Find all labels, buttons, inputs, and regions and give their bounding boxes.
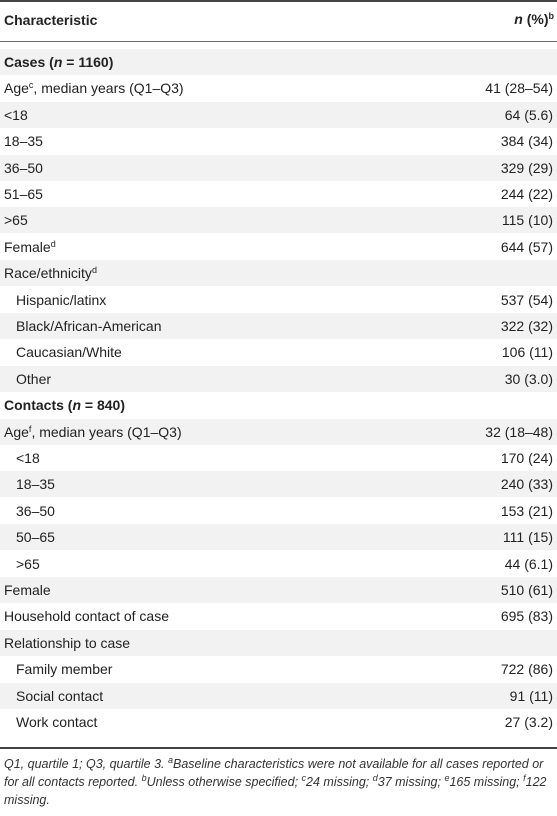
footnote-sup-c: c	[301, 773, 307, 783]
row-label-rest: = 840)	[81, 397, 125, 414]
row-label-text: 18–35	[4, 133, 43, 150]
header-pct: (%)	[522, 11, 549, 27]
row-label-text: Social contact	[16, 687, 104, 704]
row-label	[16, 555, 40, 573]
table-row	[0, 551, 557, 577]
section-header-row	[0, 392, 557, 418]
table-row	[0, 339, 557, 365]
row-label	[4, 581, 51, 599]
table-row	[0, 313, 557, 339]
table-row	[0, 155, 557, 181]
row-value: 91 (11)	[509, 687, 553, 704]
row-label-text: Race/ethnicity	[4, 265, 92, 282]
row-label-text: Cases (	[4, 54, 54, 70]
row-label-text: Hispanic/latinx	[16, 291, 107, 308]
table-row	[0, 234, 557, 260]
row-label-text: Work contact	[16, 714, 98, 730]
row-label-text: Caucasian/White	[16, 344, 122, 361]
row-label	[16, 660, 112, 678]
row-label-text: Female	[4, 238, 51, 255]
row-label-text: Other	[16, 370, 52, 387]
table-row	[0, 260, 557, 286]
table-row	[0, 128, 557, 154]
row-value: 32 (18–48)	[485, 423, 553, 440]
table-row	[0, 630, 557, 656]
row-label	[16, 713, 97, 731]
bottom-rule	[0, 747, 557, 749]
footnote-text-7: 122 missing.	[4, 775, 547, 807]
row-label-footnote-marker: d	[91, 265, 97, 276]
table-row	[0, 366, 557, 392]
row-label-text: 36–50	[4, 159, 43, 176]
footnote-text-4: 24 missing;	[306, 775, 373, 789]
footnote-text-5: 37 missing;	[377, 775, 445, 789]
table-row	[0, 181, 557, 207]
table-row	[0, 75, 557, 101]
row-label-text: <18	[16, 450, 40, 466]
row-label	[16, 291, 106, 309]
row-label-text: Family member	[16, 661, 113, 678]
header-rule	[0, 41, 557, 42]
row-value: 695 (83)	[500, 608, 553, 625]
table-row	[0, 445, 557, 471]
row-value: 115 (10)	[501, 212, 553, 229]
row-label	[4, 634, 130, 652]
table-row	[0, 471, 557, 497]
row-value: 30 (3.0)	[504, 370, 553, 387]
row-label-text: Contacts (	[4, 397, 73, 414]
row-label-rest: , median years (Q1–Q3)	[33, 80, 184, 97]
footnote-sup-d: d	[372, 773, 378, 783]
row-label	[4, 238, 56, 256]
row-value: 111 (15)	[502, 529, 553, 546]
row-value: 64 (5.6)	[504, 106, 553, 123]
header-n-percent	[514, 11, 554, 27]
row-label	[16, 370, 51, 388]
row-label-text: Black/African-American	[16, 318, 162, 334]
row-value: 44 (6.1)	[504, 555, 553, 572]
row-label	[16, 528, 55, 546]
table-row	[0, 287, 557, 313]
row-label-rest: , median years (Q1–Q3)	[31, 423, 182, 440]
row-label	[4, 106, 28, 124]
row-label-footnote-marker: f	[28, 423, 32, 434]
row-value: 322 (32)	[500, 318, 553, 334]
row-label	[4, 264, 97, 282]
row-label-footnote-marker: d	[50, 238, 56, 249]
header-pct-sup: b	[548, 11, 554, 21]
header-n: n	[514, 11, 523, 27]
row-label	[4, 79, 184, 97]
row-value: 644 (57)	[500, 238, 553, 255]
row-label	[16, 317, 162, 335]
row-label	[16, 502, 55, 520]
footnote-text-1: Q1, quartile 1; Q3, quartile 3.	[4, 757, 168, 771]
footnote-text-2: Baseline characteristics were not available for all cases reported or for all contacts reported.	[4, 757, 544, 789]
row-label	[16, 449, 40, 467]
row-value: 106 (11)	[501, 344, 553, 361]
row-label	[16, 475, 55, 493]
table-row	[0, 709, 557, 735]
footnote-text-3: Unless otherwise specified;	[146, 775, 302, 789]
row-label	[4, 53, 113, 71]
row-label-text: 36–50	[16, 502, 55, 519]
row-value: 153 (21)	[500, 502, 553, 519]
row-value: 41 (28–54)	[485, 80, 553, 97]
table-row	[0, 498, 557, 524]
footnote-text-6: 165 missing;	[449, 775, 524, 789]
table-row	[0, 683, 557, 709]
row-label-text: >65	[4, 212, 28, 229]
row-label	[16, 343, 122, 361]
table-header	[0, 0, 557, 41]
row-value: 240 (33)	[500, 476, 553, 493]
row-label	[4, 423, 182, 441]
table-row	[0, 102, 557, 128]
row-label-text: Female	[4, 582, 51, 598]
row-label	[4, 396, 125, 414]
row-label	[4, 159, 43, 177]
table-row	[0, 419, 557, 445]
row-value: 384 (34)	[500, 133, 553, 150]
row-label-text: 50–65	[16, 529, 55, 546]
row-value: 329 (29)	[500, 159, 553, 176]
row-label-text: Relationship to case	[4, 634, 131, 651]
table-row	[0, 603, 557, 629]
row-label-text: Household contact of case	[4, 608, 169, 625]
footnote-sup-e: e	[444, 773, 450, 783]
row-label	[4, 607, 169, 625]
row-label-text: >65	[16, 555, 40, 572]
row-value: 244 (22)	[500, 186, 553, 202]
table-row	[0, 656, 557, 682]
footnote-sup-a: a	[167, 755, 173, 765]
row-label	[4, 132, 43, 150]
row-label-rest: = 1160)	[62, 54, 114, 70]
table-row	[0, 207, 557, 233]
row-label	[4, 185, 43, 203]
section-header-row	[0, 49, 557, 75]
row-label-text: <18	[4, 106, 28, 123]
row-value: 722 (86)	[500, 661, 553, 678]
row-value: 510 (61)	[500, 582, 553, 598]
header-characteristic: Characteristic	[4, 12, 98, 28]
row-label-text: Age	[4, 80, 29, 97]
row-label-text: Age	[4, 423, 29, 440]
row-label	[4, 211, 28, 229]
table-row	[0, 524, 557, 550]
row-label-text: 51–65	[4, 186, 43, 202]
table-row	[0, 577, 557, 603]
table-footnote	[4, 755, 554, 809]
row-value: 537 (54)	[500, 291, 553, 308]
footnote-sup-f: f	[523, 773, 526, 783]
row-label-text: 18–35	[16, 476, 55, 493]
row-label-italic: n	[53, 54, 63, 70]
row-label-footnote-marker: c	[28, 80, 34, 91]
footnote-sup-b: b	[141, 773, 147, 783]
row-value: 27 (3.2)	[504, 714, 553, 730]
row-value: 170 (24)	[500, 450, 553, 466]
row-label	[16, 687, 103, 705]
row-label-italic: n	[72, 397, 82, 414]
